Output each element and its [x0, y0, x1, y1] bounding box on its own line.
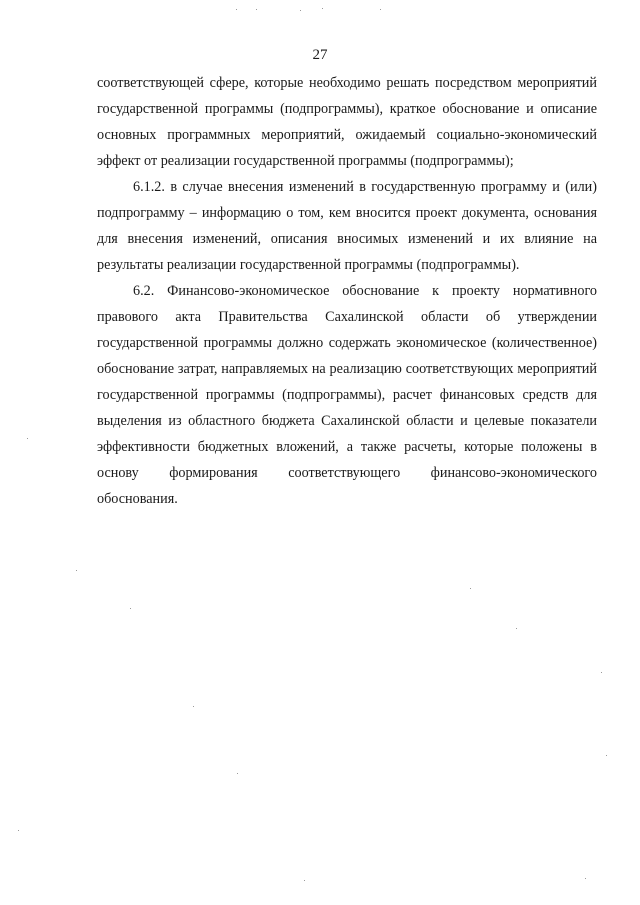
paragraph-6-2: 6.2. Финансово-экономическое обоснование к проекту нормативного правового акта Правительства Сахалинской области об утверждении государственной программы должно содержать экономическое (количественное) обоснование затрат, направляемых на реализацию соответствующих мероприятий государственной программы (подпрограммы), расчет финансовых средств для выделения из областного бюджета Сахалинской области и целевые показатели эффективности бюджетных вложений, а также расчеты, которые положены в основу формирования соответствующего финансово-экономического обоснования. — [97, 283, 597, 507]
scan-speck — [516, 628, 517, 629]
scan-speck — [606, 755, 607, 756]
scan-speck — [193, 706, 194, 707]
scan-speck — [76, 570, 77, 571]
scan-speck — [380, 9, 381, 10]
scan-speck — [304, 880, 305, 881]
scan-speck — [236, 9, 237, 10]
paragraph-6-1-2: 6.1.2. в случае внесения изменений в государственную программу и (или) подпрограмму – информацию о том, кем вносится проект документа, основания для внесения изменений, описания вносимых изменений и их влияние на результаты реализации государственной программы (подпрограммы). — [97, 179, 597, 273]
scan-speck — [322, 8, 323, 9]
scan-speck — [237, 773, 238, 774]
scan-speck — [27, 438, 28, 439]
scan-speck — [18, 830, 19, 831]
scan-speck — [470, 588, 471, 589]
scan-speck — [130, 608, 131, 609]
scan-speck — [585, 878, 586, 879]
page-number: 27 — [312, 47, 328, 63]
scan-speck — [300, 10, 301, 11]
paragraph-continuation: соответствующей сфере, которые необходимо решать посредством мероприятий государственной программы (подпрограммы), краткое обоснование и описание основных программных мероприятий, ожидаемый социально-экономический эффект от реализации государственной программы (подпрограммы); — [97, 75, 597, 169]
scan-speck — [256, 9, 257, 10]
scan-speck — [601, 672, 602, 673]
body-text — [97, 70, 597, 512]
